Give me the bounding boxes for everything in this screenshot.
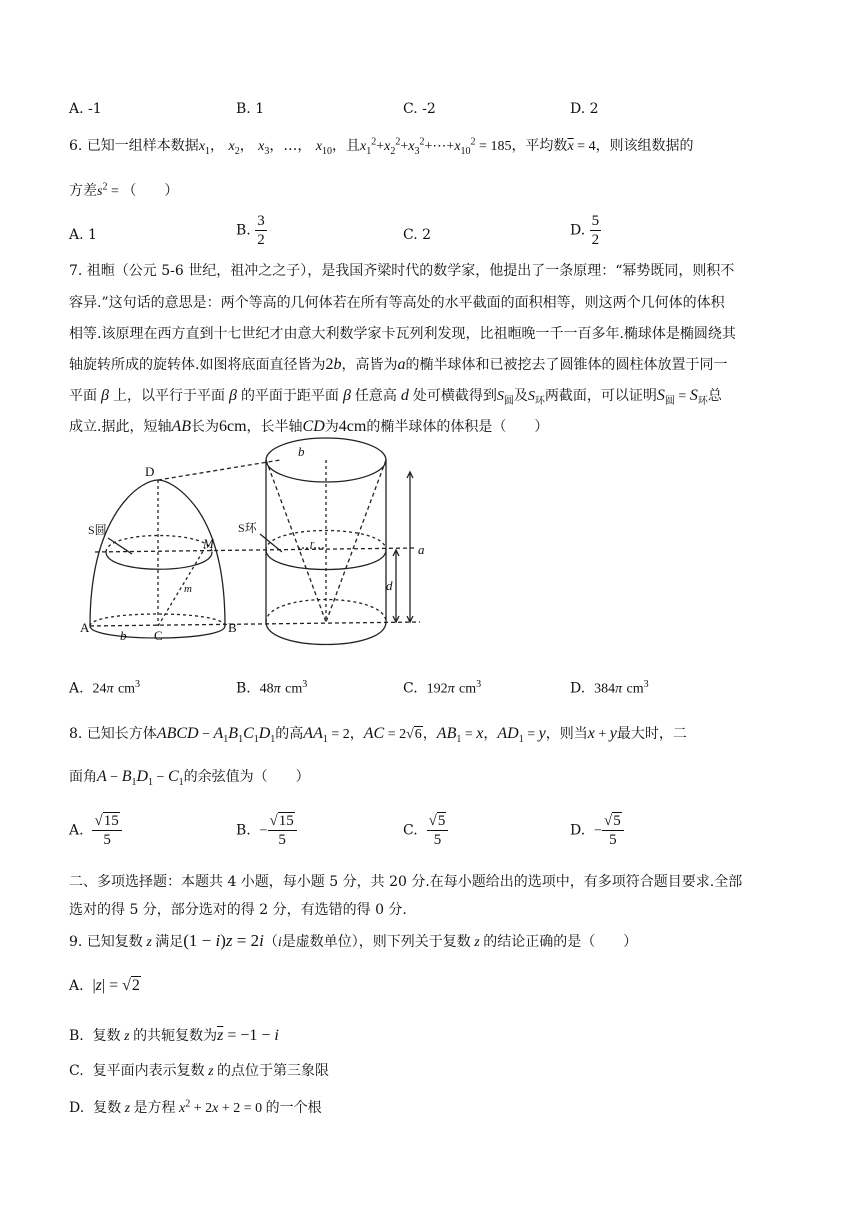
q7-line1: 7. 祖暅（公元 5-6 世纪，祖冲之之子），是我国齐梁时代的数学家，他提出了一条原理：“幂势既同，则积不 xyxy=(69,263,735,279)
fig-label-d: D xyxy=(145,464,155,479)
q9-option-b: B. 复数 z 的共轭复数为$\overline{z} = -1 - i$ xyxy=(69,1027,279,1044)
q7-a-unit: cm xyxy=(117,681,136,697)
fig-label-s-huan: S环 xyxy=(238,521,257,535)
q5-option-c: C. -2 xyxy=(403,101,436,117)
mid-connector xyxy=(95,548,415,552)
q7-line4c: 的椭半球体和已被挖去了圆锥体的圆柱体放置于同一 xyxy=(405,357,728,373)
q8-text-b: 的高 xyxy=(275,726,304,742)
q7-line6a: 成立.据此，短轴 xyxy=(69,419,172,435)
q6-option-a: A. 1 xyxy=(69,227,97,243)
q9-text-b: 满足 xyxy=(155,934,184,950)
q8-line2: 面角$A - B_1D_1 - C_1$的余弦值为（ ） xyxy=(69,768,310,788)
q7-line2: 容异.”这句话的意思是：两个等高的几何体若在所有等高处的水平截面的面积相等，则这两个几何体的体积 xyxy=(69,295,725,311)
fig-label-b2: b xyxy=(298,444,305,459)
q8-option-d: D. − $\frac{√5}{5}$ xyxy=(570,812,624,849)
q7-line4: 轴旋转所成的旋转体.如图将底面直径皆为2b，高皆为a的椭半球体和已被挖去了圆锥体的圆柱体放置于同一 xyxy=(69,356,728,373)
q7-option-a: A. 24π $cm^3$ xyxy=(69,679,141,697)
q6-text-d: ，则该组数据的 xyxy=(595,138,694,154)
q9-b-text1: 复数 xyxy=(92,1028,121,1044)
q7-sub-yuan: 圆 xyxy=(503,395,514,407)
q9-option-d: D. 复数 z 是方程 $x^2 + 2x + 2 = 0$ 的一个根 xyxy=(69,1098,322,1116)
q6-line2: 方差$s^2$ = （ ） xyxy=(69,181,179,199)
q9-text-a: 已知复数 xyxy=(86,934,143,950)
fig-label-m-lower: m xyxy=(184,583,192,595)
fig-label-c: C xyxy=(154,628,163,643)
q8-option-a: A. $\frac{√15}{5}$ xyxy=(69,812,122,849)
q8-text-d: 最大时，二 xyxy=(616,726,687,742)
q8-text-a: 已知长方体 xyxy=(86,726,157,742)
q7-b-unit: cm xyxy=(285,681,303,697)
q8-option-b: B. − $\frac{√15}{5}$ xyxy=(236,812,297,849)
q9-b-text2: 的共轭复数为 xyxy=(133,1028,218,1044)
fig-label-r: r xyxy=(310,538,315,550)
cone-left xyxy=(266,460,326,622)
q7-c-unit: cm xyxy=(459,681,477,697)
q7-sub-huan: 环 xyxy=(534,395,545,407)
fig-label-a: A xyxy=(80,620,90,635)
q7-line4b: ，高皆为 xyxy=(341,357,398,373)
q7-line6b: 长为 xyxy=(191,419,219,435)
fig-label-d-dim: d xyxy=(386,578,393,593)
fig-label-b: B xyxy=(228,620,237,635)
section2-line1: 二、多项选择题：本题共 4 小题，每小题 5 分，共 20 分.在每小题给出的选项中，有多项符合题目要求.全部 xyxy=(69,874,743,890)
q9-option-a: A. |z| = √2 xyxy=(69,977,140,994)
q7-option-d: D. 384π $cm^3$ xyxy=(570,679,649,697)
q8-aa1-value: 2 xyxy=(342,727,350,742)
q7-line3: 相等.该原理在西方直到十七世纪才由意大利数学家卡瓦列利发现，比祖暅晚一千一百多年.椭球体是椭圆绕其 xyxy=(69,326,736,342)
q6-option-d-label: D. xyxy=(570,222,586,239)
q7-option-c: C. 192π $cm^3$ xyxy=(403,679,482,697)
q8-ac-root: 6 xyxy=(414,727,422,742)
q8-line1: 8. 已知长方体ABCD − $A_1B_1C_1D_1$的高$AA_1 = 2$，AC = 2√6，$AB_1 = x$，$AD_1 = y$，则当x + y最大时，二 xyxy=(69,725,687,745)
q7-option-b: B. 48π $cm^3$ xyxy=(236,679,308,697)
q8-option-c: C. $\frac{√5}{5}$ xyxy=(403,812,448,849)
q7-line5: 平面 β 上，以平行于平面 β 的平面于距平面 β 任意高 d 处可横截得到$S_圆$及$S_环$两截面，可以证明$S_圆 = S_环$总 xyxy=(69,387,722,407)
q9-text-e: 的结论正确的是（ ） xyxy=(483,934,638,950)
q6-d-num: 5 xyxy=(591,213,600,229)
fig-label-a-dim: a xyxy=(418,542,425,557)
section2-line2: 选对的得 5 分，部分选对的得 2 分，有选错的得 0 分. xyxy=(69,902,407,918)
q6-d-den: 2 xyxy=(591,232,600,248)
base-connector xyxy=(90,622,420,626)
q9-d-text1: 复数 xyxy=(93,1100,122,1116)
q7-line6: 成立.据此，短轴AB长为6cm，长半轴CD为4cm的椭半球体的体积是（ ） xyxy=(69,418,549,435)
q7-line5c: 的平面于距平面 xyxy=(240,388,339,404)
q9-c-text2: 的点位于第三象限 xyxy=(217,1063,330,1079)
q7-line5b: 上，以平行于平面 xyxy=(112,388,225,404)
q6-b-num: 3 xyxy=(257,213,265,229)
half-ellipsoid-section-back xyxy=(106,536,212,553)
q7-figure xyxy=(80,430,440,650)
q7-line4a: 轴旋转所成的旋转体.如图将底面直径皆为 xyxy=(69,357,326,373)
q9-option-c: C. 复平面内表示复数 z 的点位于第三象限 xyxy=(69,1063,330,1079)
q6-text-a: 已知一组样本数据 xyxy=(86,138,199,154)
q6-option-d xyxy=(570,212,601,249)
q7-cd-len: 4cm xyxy=(338,418,367,435)
q7-line6d: 为 xyxy=(324,419,339,435)
fig-label-b1: b xyxy=(120,628,127,643)
half-ellipsoid-m-line xyxy=(158,548,205,626)
q6-line1: 6. 已知一组样本数据$x_1$， $x_2$， $x_3$，…， $x_{10}$，且$x_1^2+x_2^2+x_3^2+\cdots+x_{10}^2 = 185$，平均数$\overline{x} = 4$，则该组数据的 xyxy=(69,136,694,157)
q9-stem: 9. 已知复数 z 满足(1 − i)z = 2i（i是虚数单位），则下列关于复数 z 的结论正确的是（ ） xyxy=(69,931,638,950)
q9-number: 9. xyxy=(69,934,83,950)
q7-line5e: 处可横截得到 xyxy=(412,388,497,404)
fig-label-s-yuan: S圆 xyxy=(88,523,107,537)
q6-option-b xyxy=(236,212,267,249)
q7-sub-yuan-2: 圆 xyxy=(664,395,675,407)
q9-d-text2: 是方程 xyxy=(133,1100,176,1116)
q8-d-num: 5 xyxy=(613,813,621,829)
fig-label-m-upper: M xyxy=(203,536,214,551)
q7-d-num: 384 xyxy=(594,681,616,697)
q7-line6c: ，长半轴 xyxy=(246,419,303,435)
q6-line2-text: 方差 xyxy=(69,183,97,199)
q7-line6e: 的椭半球体的体积是（ ） xyxy=(366,419,549,435)
q8-b-num: 15 xyxy=(278,813,294,829)
q6-sum-value: 185 xyxy=(490,139,512,154)
q8-b-den: 5 xyxy=(278,832,286,848)
q7-a-num: 24 xyxy=(92,681,107,697)
top-connector xyxy=(158,460,280,480)
q6-text-b: ，且 xyxy=(332,138,361,154)
q7-b-num: 48 xyxy=(259,681,274,697)
q8-c-num: 5 xyxy=(437,813,446,829)
q7-sub-huan-2: 环 xyxy=(697,395,708,407)
q7-c-num: 192 xyxy=(426,681,448,697)
q9-d-text3: 的一个根 xyxy=(265,1100,322,1116)
q8-line2b: 的余弦值为（ ） xyxy=(183,769,310,785)
q6-option-b-label: B. xyxy=(236,222,251,239)
q6-mean-value: 4 xyxy=(588,139,596,154)
q7-line5d: 任意高 xyxy=(354,388,397,404)
q8-line2a: 面角 xyxy=(69,769,97,785)
q9-text-d: 是虚数单位），则下列关于复数 xyxy=(281,934,471,950)
q7-d-unit: cm xyxy=(626,681,644,697)
q8-d-den: 5 xyxy=(609,832,617,848)
q6-number: 6. xyxy=(69,138,83,154)
q8-a-den: 5 xyxy=(103,832,111,848)
q7-ab-len: 6cm xyxy=(219,418,247,435)
q7-line5f: 及 xyxy=(513,388,528,404)
q9-a-root: 2 xyxy=(131,977,140,994)
q5-option-b: B. 1 xyxy=(236,101,265,117)
q8-text-c: ，则当 xyxy=(545,726,588,742)
q6-text-c: ，平均数 xyxy=(511,138,568,154)
half-ellipsoid-section-front xyxy=(106,552,212,569)
q8-ac-value: 2 xyxy=(399,727,407,742)
q7-line5h: 总 xyxy=(707,388,722,404)
q6-b-den: 2 xyxy=(257,232,265,248)
q5-option-a: A. -1 xyxy=(69,101,102,117)
cylinder-base-front xyxy=(266,622,386,645)
q9-text-c: （ xyxy=(263,934,278,950)
q5-option-d: D. 2 xyxy=(570,101,599,117)
q6-option-c: C. 2 xyxy=(403,227,432,243)
cone-right xyxy=(326,460,386,622)
q8-number: 8. xyxy=(69,726,83,742)
q8-a-num: 15 xyxy=(103,813,119,829)
q7-line5g: 两截面，可以证明 xyxy=(544,388,657,404)
q8-c-den: 5 xyxy=(433,832,442,848)
q9-c-text1: 复平面内表示复数 xyxy=(92,1063,205,1079)
q6-line2-tail: （ ） xyxy=(122,183,179,199)
q7-line5a: 平面 xyxy=(69,388,97,404)
